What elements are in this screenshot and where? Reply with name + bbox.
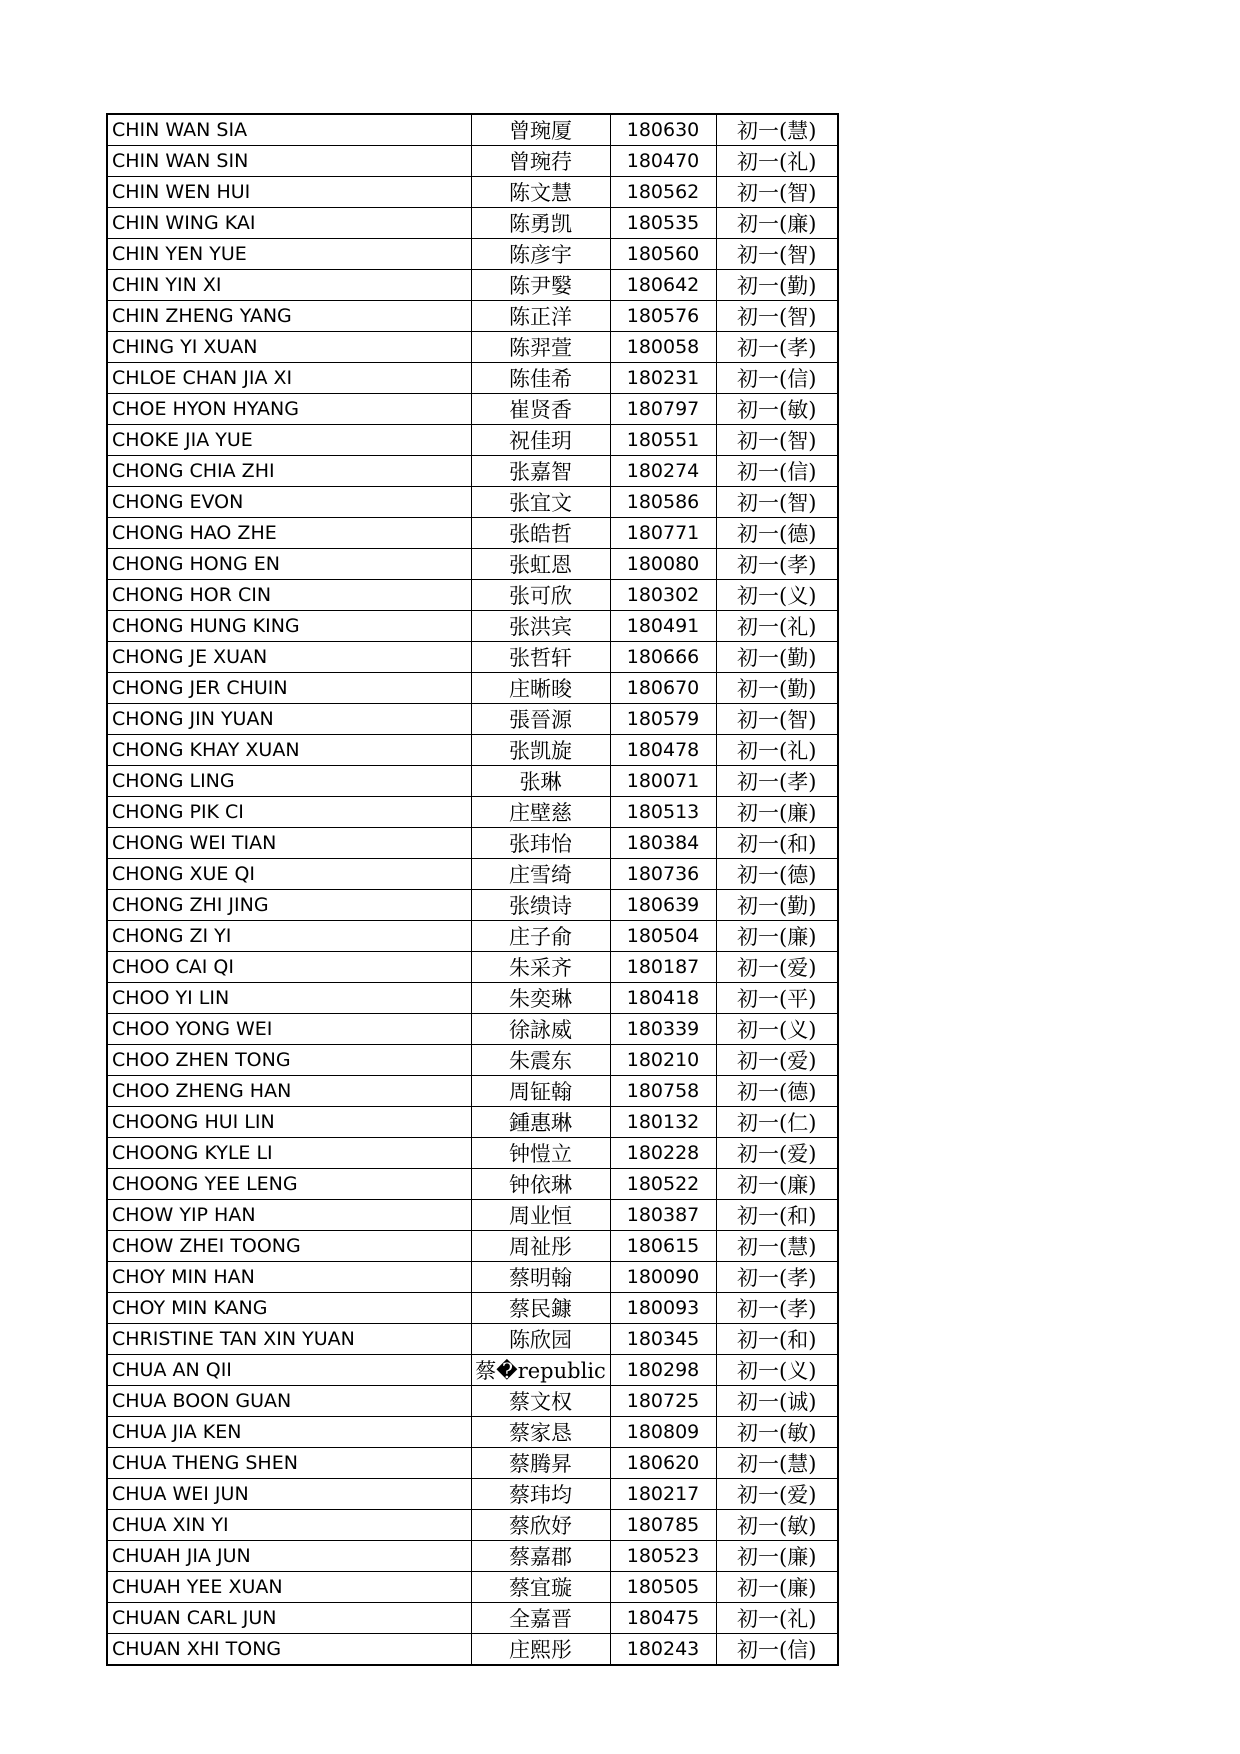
student-class: 初一(礼)	[716, 1603, 838, 1634]
student-id: 180736	[610, 859, 716, 890]
table-row	[107, 766, 838, 797]
student-class: 初一(爱)	[716, 1479, 838, 1510]
student-chinese-name: 张宜文	[471, 487, 610, 518]
student-english-name: CHIN WEN HUI	[107, 177, 471, 208]
student-english-name: CHONG CHIA ZHI	[107, 456, 471, 487]
student-class: 初一(敏)	[716, 1510, 838, 1541]
student-class: 初一(孝)	[716, 1262, 838, 1293]
student-english-name: CHOONG YEE LENG	[107, 1169, 471, 1200]
table-row	[107, 301, 838, 332]
student-class: 初一(慧)	[716, 114, 838, 146]
student-chinese-name: 庄雪绮	[471, 859, 610, 890]
student-english-name: CHRISTINE TAN XIN YUAN	[107, 1324, 471, 1355]
student-chinese-name: 周祉彤	[471, 1231, 610, 1262]
table-row	[107, 673, 838, 704]
table-row	[107, 735, 838, 766]
student-english-name: CHOY MIN HAN	[107, 1262, 471, 1293]
student-id: 180562	[610, 177, 716, 208]
table-row	[107, 1603, 838, 1634]
student-chinese-name: 陈彦宇	[471, 239, 610, 270]
student-english-name: CHONG EVON	[107, 487, 471, 518]
table-row	[107, 1169, 838, 1200]
student-class: 初一(信)	[716, 363, 838, 394]
student-english-name: CHOO ZHEN TONG	[107, 1045, 471, 1076]
student-id: 180758	[610, 1076, 716, 1107]
student-chinese-name: 蔡家恳	[471, 1417, 610, 1448]
student-class: 初一(勤)	[716, 673, 838, 704]
student-english-name: CHONG HUNG KING	[107, 611, 471, 642]
student-id: 180642	[610, 270, 716, 301]
student-class: 初一(德)	[716, 1076, 838, 1107]
student-class: 初一(勤)	[716, 642, 838, 673]
student-chinese-name: 徐詠威	[471, 1014, 610, 1045]
student-english-name: CHOY MIN KANG	[107, 1293, 471, 1324]
student-id: 180785	[610, 1510, 716, 1541]
student-class: 初一(孝)	[716, 766, 838, 797]
student-chinese-name: 钟依琳	[471, 1169, 610, 1200]
student-id: 180535	[610, 208, 716, 239]
student-english-name: CHONG ZHI JING	[107, 890, 471, 921]
table-row	[107, 1200, 838, 1231]
student-class: 初一(爱)	[716, 952, 838, 983]
table-row	[107, 1076, 838, 1107]
student-chinese-name: 張晉源	[471, 704, 610, 735]
student-class: 初一(慧)	[716, 1231, 838, 1262]
table-row	[107, 1324, 838, 1355]
table-row	[107, 1634, 838, 1666]
table-row	[107, 1448, 838, 1479]
table-row	[107, 859, 838, 890]
student-id: 180504	[610, 921, 716, 952]
student-id: 180666	[610, 642, 716, 673]
student-class: 初一(智)	[716, 239, 838, 270]
student-class: 初一(信)	[716, 1634, 838, 1666]
student-chinese-name: 张皓哲	[471, 518, 610, 549]
student-chinese-name: 陈尹嫛	[471, 270, 610, 301]
student-chinese-name: 庄子俞	[471, 921, 610, 952]
table-row	[107, 704, 838, 735]
student-english-name: CHONG PIK CI	[107, 797, 471, 828]
student-chinese-name: 周业恒	[471, 1200, 610, 1231]
student-class: 初一(义)	[716, 580, 838, 611]
student-chinese-name: 鍾惠琳	[471, 1107, 610, 1138]
student-english-name: CHONG HAO ZHE	[107, 518, 471, 549]
student-english-name: CHIN ZHENG YANG	[107, 301, 471, 332]
table-row	[107, 1293, 838, 1324]
student-english-name: CHUAH YEE XUAN	[107, 1572, 471, 1603]
student-chinese-name: 全嘉晋	[471, 1603, 610, 1634]
table-row	[107, 983, 838, 1014]
student-class: 初一(礼)	[716, 735, 838, 766]
student-english-name: CHONG JE XUAN	[107, 642, 471, 673]
student-english-name: CHOKE JIA YUE	[107, 425, 471, 456]
student-rows	[107, 114, 838, 1665]
student-chinese-name: 陈佳希	[471, 363, 610, 394]
student-english-name: CHUA JIA KEN	[107, 1417, 471, 1448]
student-chinese-name: 庄晰晙	[471, 673, 610, 704]
student-class: 初一(义)	[716, 1355, 838, 1386]
student-class: 初一(信)	[716, 456, 838, 487]
student-english-name: CHONG HOR CIN	[107, 580, 471, 611]
table-row	[107, 394, 838, 425]
student-english-name: CHLOE CHAN JIA XI	[107, 363, 471, 394]
student-english-name: CHONG JIN YUAN	[107, 704, 471, 735]
student-class: 初一(智)	[716, 487, 838, 518]
student-id: 180058	[610, 332, 716, 363]
student-id: 180217	[610, 1479, 716, 1510]
student-id: 180771	[610, 518, 716, 549]
student-english-name: CHONG JER CHUIN	[107, 673, 471, 704]
table-row	[107, 828, 838, 859]
student-english-name: CHOO YONG WEI	[107, 1014, 471, 1045]
student-chinese-name: 蔡民鏮	[471, 1293, 610, 1324]
table-row	[107, 1231, 838, 1262]
student-class: 初一(孝)	[716, 1293, 838, 1324]
student-class: 初一(智)	[716, 301, 838, 332]
table-row	[107, 952, 838, 983]
table-row	[107, 890, 838, 921]
student-class: 初一(廉)	[716, 797, 838, 828]
student-class: 初一(敏)	[716, 394, 838, 425]
student-chinese-name: 张缋诗	[471, 890, 610, 921]
table-row	[107, 921, 838, 952]
student-id: 180298	[610, 1355, 716, 1386]
student-class: 初一(敏)	[716, 1417, 838, 1448]
student-english-name: CHUAN XHI TONG	[107, 1634, 471, 1666]
table-row	[107, 797, 838, 828]
student-chinese-name: 蔡玮均	[471, 1479, 610, 1510]
student-english-name: CHIN WING KAI	[107, 208, 471, 239]
student-id: 180387	[610, 1200, 716, 1231]
student-class: 初一(爱)	[716, 1138, 838, 1169]
student-english-name: CHUA XIN YI	[107, 1510, 471, 1541]
student-id: 180302	[610, 580, 716, 611]
student-class: 初一(和)	[716, 1324, 838, 1355]
student-id: 180551	[610, 425, 716, 456]
student-chinese-name: 张哲轩	[471, 642, 610, 673]
table-row	[107, 1355, 838, 1386]
student-chinese-name: 陈勇凯	[471, 208, 610, 239]
student-chinese-name: 周钲翰	[471, 1076, 610, 1107]
student-id: 180579	[610, 704, 716, 735]
student-english-name: CHOW YIP HAN	[107, 1200, 471, 1231]
student-class: 初一(廉)	[716, 208, 838, 239]
student-id: 180132	[610, 1107, 716, 1138]
table-row	[107, 363, 838, 394]
student-chinese-name: 蔡腾昇	[471, 1448, 610, 1479]
student-chinese-name: 蔡欣妤	[471, 1510, 610, 1541]
student-chinese-name: 崔贤香	[471, 394, 610, 425]
student-class: 初一(廉)	[716, 1572, 838, 1603]
student-id: 180491	[610, 611, 716, 642]
student-chinese-name: 曾琬荇	[471, 146, 610, 177]
student-id: 180093	[610, 1293, 716, 1324]
student-english-name: CHOO ZHENG HAN	[107, 1076, 471, 1107]
student-id: 180418	[610, 983, 716, 1014]
student-english-name: CHOO CAI QI	[107, 952, 471, 983]
table-row	[107, 146, 838, 177]
student-class: 初一(义)	[716, 1014, 838, 1045]
student-class: 初一(孝)	[716, 549, 838, 580]
student-chinese-name: 陈正洋	[471, 301, 610, 332]
student-id: 180228	[610, 1138, 716, 1169]
student-chinese-name: 庄壁慈	[471, 797, 610, 828]
student-chinese-name: 庄熙彤	[471, 1634, 610, 1666]
table-row	[107, 611, 838, 642]
table-row	[107, 1541, 838, 1572]
student-class: 初一(和)	[716, 1200, 838, 1231]
student-id: 180523	[610, 1541, 716, 1572]
student-id: 180797	[610, 394, 716, 425]
student-chinese-name: 张虹恩	[471, 549, 610, 580]
student-class: 初一(智)	[716, 704, 838, 735]
student-class: 初一(礼)	[716, 611, 838, 642]
student-chinese-name: 张凯旋	[471, 735, 610, 766]
student-class: 初一(爱)	[716, 1045, 838, 1076]
table-row	[107, 1262, 838, 1293]
student-id: 180384	[610, 828, 716, 859]
table-row	[107, 332, 838, 363]
table-row	[107, 1045, 838, 1076]
student-english-name: CHUAH JIA JUN	[107, 1541, 471, 1572]
student-class: 初一(仁)	[716, 1107, 838, 1138]
student-id: 180615	[610, 1231, 716, 1262]
table-row	[107, 580, 838, 611]
student-english-name: CHIN WAN SIN	[107, 146, 471, 177]
student-id: 180576	[610, 301, 716, 332]
student-id: 180210	[610, 1045, 716, 1076]
student-id: 180725	[610, 1386, 716, 1417]
student-id: 180274	[610, 456, 716, 487]
table-row	[107, 1479, 838, 1510]
student-class: 初一(智)	[716, 425, 838, 456]
student-chinese-name: 蔡文权	[471, 1386, 610, 1417]
student-class: 初一(德)	[716, 859, 838, 890]
student-chinese-name: 张玮怡	[471, 828, 610, 859]
student-id: 180809	[610, 1417, 716, 1448]
student-id: 180513	[610, 797, 716, 828]
student-chinese-name: 张琳	[471, 766, 610, 797]
table-row	[107, 1417, 838, 1448]
student-chinese-name: 蔡嘉郡	[471, 1541, 610, 1572]
student-english-name: CHOO YI LIN	[107, 983, 471, 1014]
student-id: 180071	[610, 766, 716, 797]
student-english-name: CHOW ZHEI TOONG	[107, 1231, 471, 1262]
student-id: 180243	[610, 1634, 716, 1666]
student-list-table	[106, 113, 839, 1666]
table-row	[107, 239, 838, 270]
student-id: 180586	[610, 487, 716, 518]
student-chinese-name: 钟愷立	[471, 1138, 610, 1169]
student-id: 180187	[610, 952, 716, 983]
student-chinese-name: 陈文慧	[471, 177, 610, 208]
student-english-name: CHOONG HUI LIN	[107, 1107, 471, 1138]
table-row	[107, 549, 838, 580]
student-english-name: CHOE HYON HYANG	[107, 394, 471, 425]
table-row	[107, 487, 838, 518]
student-english-name: CHUA THENG SHEN	[107, 1448, 471, 1479]
student-english-name: CHONG ZI YI	[107, 921, 471, 952]
table-row	[107, 518, 838, 549]
student-id: 180670	[610, 673, 716, 704]
table-row	[107, 177, 838, 208]
table-row	[107, 270, 838, 301]
student-class: 初一(平)	[716, 983, 838, 1014]
student-english-name: CHUA BOON GUAN	[107, 1386, 471, 1417]
student-id: 180630	[610, 114, 716, 146]
student-english-name: CHUAN CARL JUN	[107, 1603, 471, 1634]
student-id: 180339	[610, 1014, 716, 1045]
student-chinese-name: 张嘉智	[471, 456, 610, 487]
student-id: 180620	[610, 1448, 716, 1479]
table-row	[107, 425, 838, 456]
student-english-name: CHONG HONG EN	[107, 549, 471, 580]
student-chinese-name: 蔡明翰	[471, 1262, 610, 1293]
student-id: 180231	[610, 363, 716, 394]
student-class: 初一(德)	[716, 518, 838, 549]
student-id: 180475	[610, 1603, 716, 1634]
student-class: 初一(廉)	[716, 1169, 838, 1200]
student-chinese-name: 朱奕琳	[471, 983, 610, 1014]
student-chinese-name: 曾琬厦	[471, 114, 610, 146]
student-chinese-name: 祝佳玥	[471, 425, 610, 456]
table-row	[107, 1572, 838, 1603]
student-english-name: CHONG WEI TIAN	[107, 828, 471, 859]
student-chinese-name: 朱震东	[471, 1045, 610, 1076]
student-chinese-name: 张可欣	[471, 580, 610, 611]
table-row	[107, 114, 838, 146]
table-row	[107, 1510, 838, 1541]
student-id: 180080	[610, 549, 716, 580]
student-chinese-name: 蔡�republic	[471, 1355, 610, 1386]
student-class: 初一(慧)	[716, 1448, 838, 1479]
student-english-name: CHUA WEI JUN	[107, 1479, 471, 1510]
student-chinese-name: 张洪宾	[471, 611, 610, 642]
student-chinese-name: 陈欣园	[471, 1324, 610, 1355]
student-id: 180505	[610, 1572, 716, 1603]
student-english-name: CHOONG KYLE LI	[107, 1138, 471, 1169]
student-class: 初一(诚)	[716, 1386, 838, 1417]
student-id: 180345	[610, 1324, 716, 1355]
student-class: 初一(和)	[716, 828, 838, 859]
student-class: 初一(礼)	[716, 146, 838, 177]
student-english-name: CHUA AN QII	[107, 1355, 471, 1386]
student-english-name: CHIN YIN XI	[107, 270, 471, 301]
student-id: 180090	[610, 1262, 716, 1293]
student-class: 初一(廉)	[716, 1541, 838, 1572]
student-id: 180478	[610, 735, 716, 766]
student-english-name: CHONG XUE QI	[107, 859, 471, 890]
student-class: 初一(勤)	[716, 890, 838, 921]
table-row	[107, 208, 838, 239]
student-id: 180639	[610, 890, 716, 921]
student-class: 初一(孝)	[716, 332, 838, 363]
student-id: 180560	[610, 239, 716, 270]
student-english-name: CHONG LING	[107, 766, 471, 797]
student-class: 初一(廉)	[716, 921, 838, 952]
student-chinese-name: 蔡宜璇	[471, 1572, 610, 1603]
table-row	[107, 1386, 838, 1417]
student-class: 初一(智)	[716, 177, 838, 208]
table-row	[107, 642, 838, 673]
table-row	[107, 1107, 838, 1138]
student-english-name: CHONG KHAY XUAN	[107, 735, 471, 766]
table-row	[107, 1014, 838, 1045]
student-english-name: CHIN WAN SIA	[107, 114, 471, 146]
student-class: 初一(勤)	[716, 270, 838, 301]
student-chinese-name: 朱采齐	[471, 952, 610, 983]
table-row	[107, 1138, 838, 1169]
table-row	[107, 456, 838, 487]
student-english-name: CHING YI XUAN	[107, 332, 471, 363]
student-id: 180522	[610, 1169, 716, 1200]
student-english-name: CHIN YEN YUE	[107, 239, 471, 270]
student-id: 180470	[610, 146, 716, 177]
student-chinese-name: 陈羿萱	[471, 332, 610, 363]
